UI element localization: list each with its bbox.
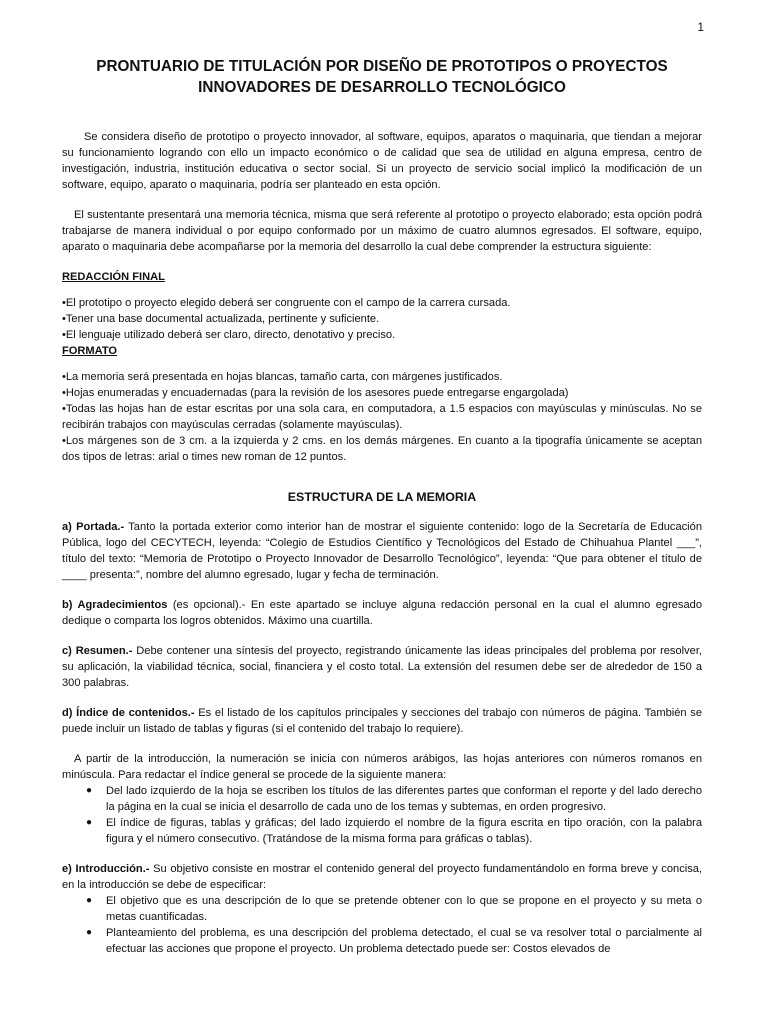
portada-label: a) Portada.- <box>62 521 125 533</box>
formato-heading: FORMATO <box>62 345 118 357</box>
resumen-paragraph <box>62 643 702 691</box>
indice-paragraph <box>62 705 702 737</box>
list-item-text: Del lado izquierdo de la hoja se escriben los títulos de las diferentes partes que conforman el reporte y del lado derecho la página en la cual se inicia el desarrollo de cada uno de los temas y subtemas, en orden progresivo. <box>106 785 702 813</box>
redaccion-list <box>62 295 702 343</box>
indice-label: d) Índice de contenidos.- <box>62 707 195 719</box>
indice-text: Es el listado de los capítulos principales y secciones del trabajo con números de página. También se puede incluir un listado de tablas y figuras (si el contenido del trabajo lo requiere). <box>62 707 702 735</box>
page-number: 1 <box>697 20 704 34</box>
list-item-text: El índice de figuras, tablas y gráficas; del lado izquierdo el nombre de la figura escrita en tipo oración, con la palabra figura y el número consecutivo. (Tratándose de la misma forma para gráficas o tablas). <box>106 817 702 845</box>
formato-item: •Todas las hojas han de estar escritas por una sola cara, en computadora, a 1.5 espacios con mayúsculas y minúsculas. No se recibirán trabajos con mayúsculas cerradas (solamente mayúsculas). <box>62 403 702 431</box>
redaccion-item: •El prototipo o proyecto elegido deberá ser congruente con el campo de la carrera cursada. <box>62 297 511 309</box>
introduccion-label: e) Introducción.- <box>62 863 150 875</box>
list-item-text: Planteamiento del problema, es una descripción del problema detectado, el cual se va resolver total o parcialmente al efectuar las acciones que propone el proyecto. Un problema detectado puede ser: Costos elevados de <box>106 927 702 955</box>
estructura-title: ESTRUCTURA DE LA MEMORIA <box>287 490 477 504</box>
redaccion-heading: REDACCIÓN FINAL <box>62 271 165 283</box>
numeracion-paragraph: A partir de la introducción, la numeración se inicia con números arábigos, las hojas anteriores con números romanos en minúscula. Para redactar el índice general se procede de la siguiente manera: <box>62 753 702 781</box>
list-item <box>62 815 702 847</box>
document-body <box>62 56 702 957</box>
bullet-icon: ● <box>86 927 93 938</box>
redaccion-item: •El lenguaje utilizado deberá ser claro, directo, denotativo y preciso. <box>62 329 396 341</box>
introduccion-text: Su objetivo consiste en mostrar el contenido general del proyecto fundamentándolo en forma breve y concisa, en la introducción se debe de especificar: <box>62 863 703 891</box>
intro-paragraph: Se considera diseño de prototipo o proyecto innovador, al software, equipos, aparatos o maquinaria, que tiendan a mejorar su funcionamiento logrando con ello un impacto económico o de calidad que sea de utilidad en alguna empresa, centro de investigación, industria, institución educativa o sector social. Si un proyecto de servicio social implicó la modificación de un software, equipo, aparato o maquinaria, podría ser planteado en esta opción. <box>62 131 702 191</box>
document-title-line-2: INNOVADORES DE DESARROLLO TECNOLÓGICO <box>198 79 566 96</box>
bullet-icon: ● <box>86 785 93 796</box>
document-title-line-1: PRONTUARIO DE TITULACIÓN POR DISEÑO DE PROTOTIPOS O PROYECTOS <box>96 58 668 75</box>
resumen-text: Debe contener una síntesis del proyecto, registrando únicamente las ideas principales del problema por resolver, su aplicación, la viabilidad técnica, social, financiera y el costo total. La extensión del resumen debe ser de alrededor de 150 a 300 palabras. <box>62 645 702 689</box>
bullet-icon: ● <box>86 817 93 828</box>
portada-paragraph <box>62 519 702 583</box>
introduccion-paragraph <box>62 861 702 893</box>
agradecimientos-label: b) Agradecimientos <box>62 599 168 611</box>
formato-item: •Los márgenes son de 3 cm. a la izquierda y 2 cms. en los demás márgenes. En cuanto a la tipografía únicamente se aceptan dos tipos de letras: arial o times new roman de 12 puntos. <box>62 435 702 463</box>
formato-item: •La memoria será presentada en hojas blancas, tamaño carta, con márgenes justificados. <box>62 371 503 383</box>
formato-list <box>62 369 702 465</box>
agradecimientos-paragraph <box>62 597 702 629</box>
bullet-icon: ● <box>86 895 93 906</box>
portada-text: Tanto la portada exterior como interior han de mostrar el siguiente contenido: logo de la Secretaría de Educación Pública, logo del CECYTECH, leyenda: “Colegio de Estudios Científico y Tecnológicos del Estado de Chihuahua Plantel ___”, título del texto: “Memoria de Prototipo o Proyecto Innovador de Desarrollo Tecnológico”, leyenda: “Que para obtener el título de ____ presenta:”, nombre del alumno egresado, lugar y fecha de terminación. <box>62 521 702 581</box>
sustentante-paragraph: El sustentante presentará una memoria técnica, misma que será referente al prototipo o proyecto elaborado; esta opción podrá trabajarse de manera individual o por equipo conformado por un máximo de cuatro alumnos egresados. El software, equipo, aparato o maquinaria debe acompañarse por la memoria del desarrollo la cual debe comprender la estructura siguiente: <box>62 209 702 253</box>
list-item <box>62 783 702 815</box>
introduccion-bullet-list <box>62 893 702 957</box>
list-item-text: El objetivo que es una descripción de lo que se pretende obtener con lo que se propone en el proyecto y su meta o metas cuantificadas. <box>106 895 702 923</box>
redaccion-item: •Tener una base documental actualizada, pertinente y suficiente. <box>62 313 380 325</box>
formato-item: •Hojas enumeradas y encuadernadas (para la revisión de los asesores puede entregarse engargolada) <box>62 387 569 399</box>
agradecimientos-text: (es opcional).- En este apartado se incluye alguna redacción personal en la cual el alumno egresado dedique o comparta los logros obtenidos. Máximo una cuartilla. <box>62 599 702 627</box>
list-item <box>62 925 702 957</box>
numeracion-bullet-list <box>62 783 702 847</box>
resumen-label: c) Resumen.- <box>62 645 133 657</box>
list-item <box>62 893 702 925</box>
